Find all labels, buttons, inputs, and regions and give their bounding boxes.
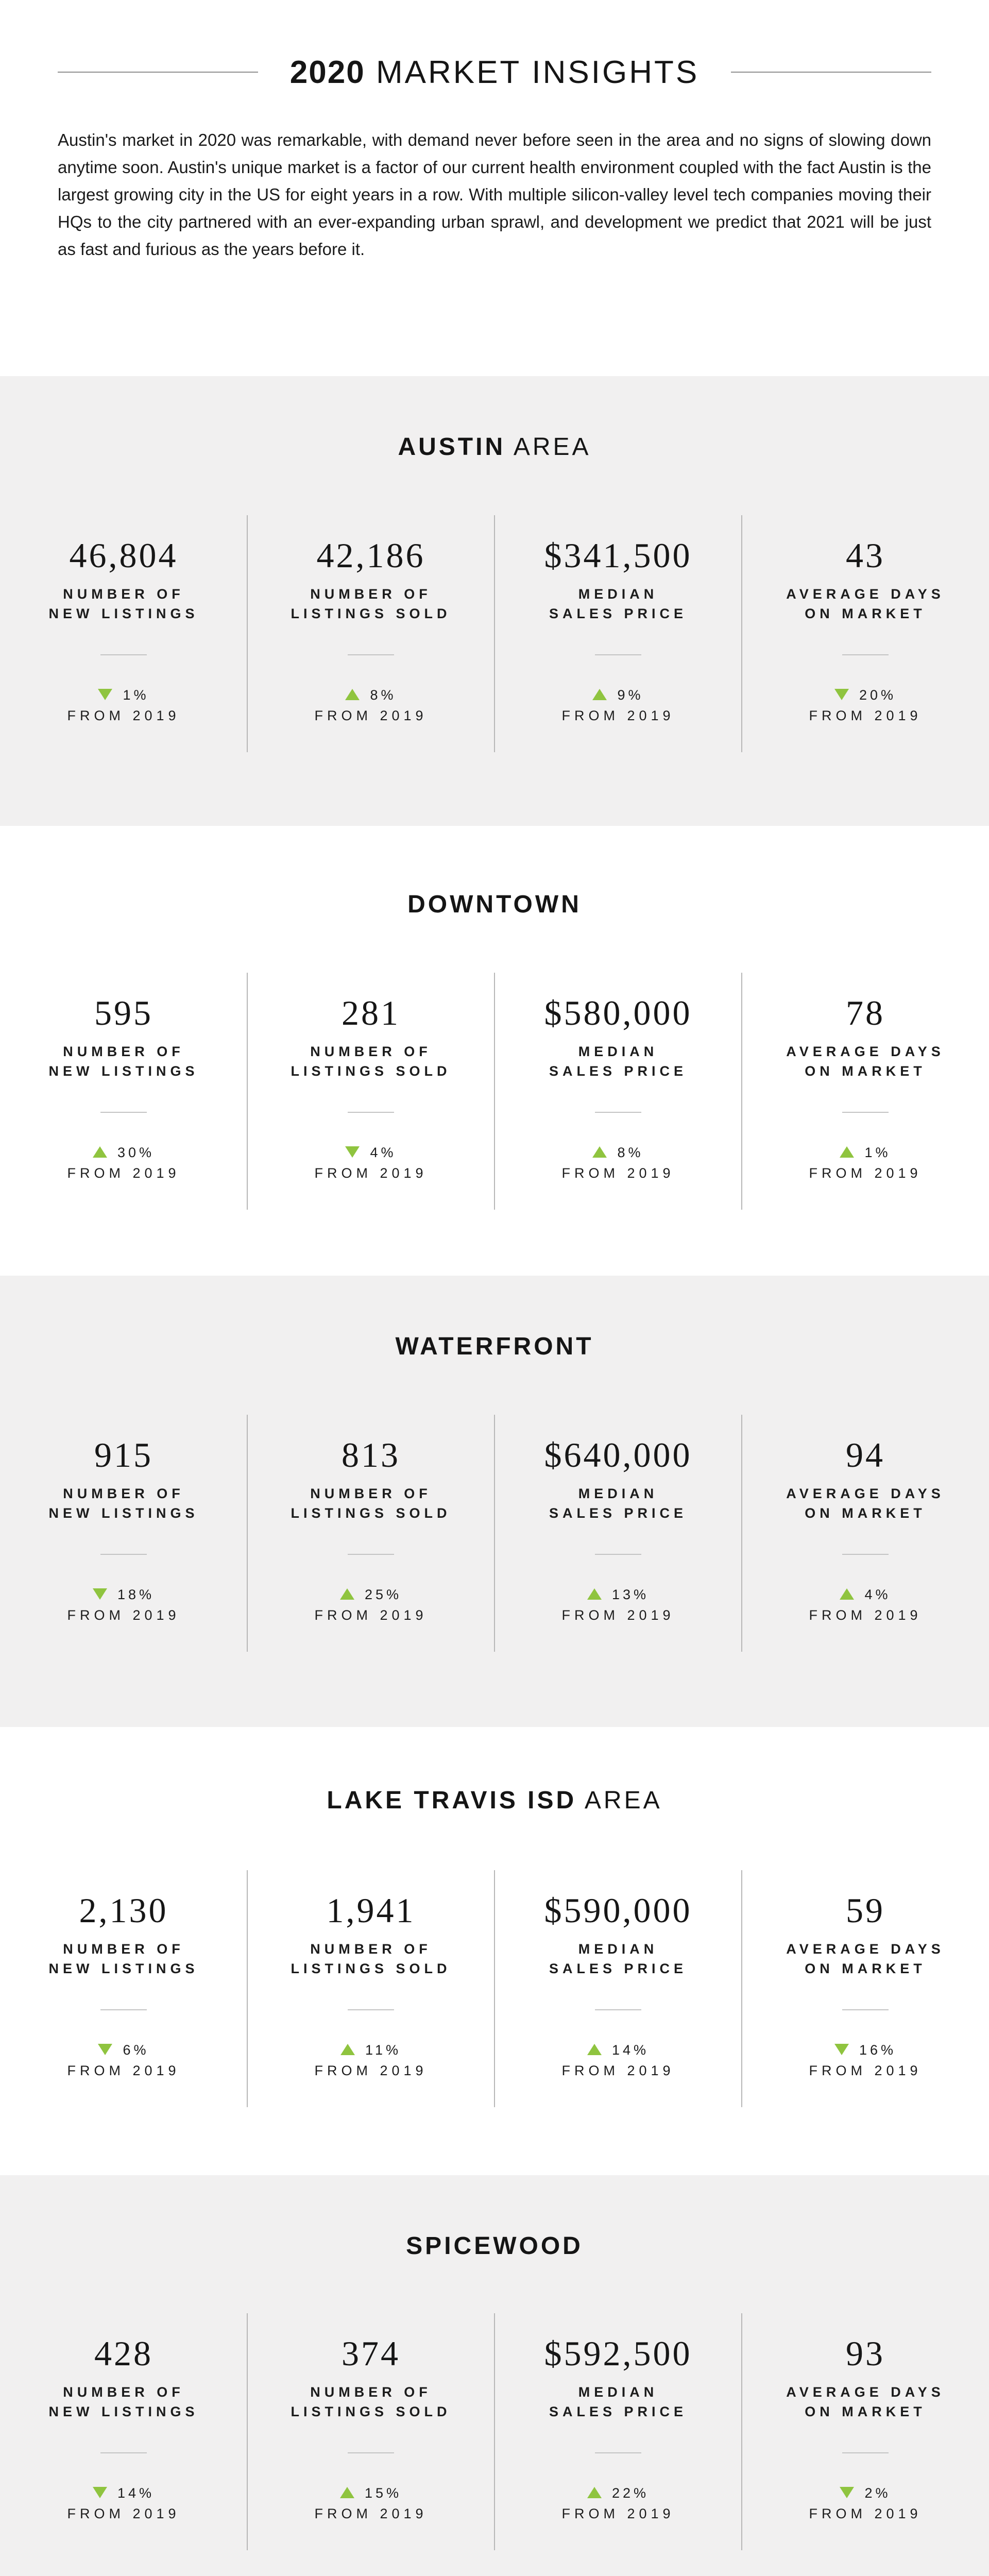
column-divider: [741, 2313, 742, 2550]
stat-change: [494, 1585, 742, 1604]
triangle-down-icon: [345, 1146, 360, 1158]
stat-comparison-label: FROM 2019: [67, 1165, 180, 1181]
stat-value: 43: [846, 536, 885, 575]
stat-label-line2: LISTINGS SOLD: [291, 2404, 451, 2419]
stat-change-percent: 6%: [123, 2042, 149, 2058]
section-waterfront: [0, 1276, 989, 1727]
stat-change: [742, 2040, 989, 2060]
stats-row: [0, 2313, 989, 2550]
stat-divider-rule: [595, 2009, 641, 2010]
stat-divider-rule: [100, 1112, 147, 1113]
section-title: [0, 2232, 989, 2260]
stat-label: [494, 1939, 742, 1978]
stat-value: 915: [94, 1435, 153, 1475]
stat-change-percent: 1%: [864, 1145, 891, 1160]
stat-value: 93: [846, 2334, 885, 2373]
stat-divider-rule: [348, 2009, 394, 2010]
stat-change: [494, 685, 742, 705]
stat-card: [0, 1870, 247, 2107]
stat-divider-rule: [842, 654, 889, 655]
stat-comparison-label: FROM 2019: [561, 708, 675, 723]
stat-change-percent: 16%: [859, 2042, 897, 2058]
column-divider: [247, 1415, 248, 1652]
stat-card: [494, 2313, 742, 2550]
stat-card: [247, 1415, 494, 1652]
stat-card: [742, 515, 989, 752]
stat-card: [247, 973, 494, 1210]
stat-change: [0, 2483, 247, 2503]
stat-label-line2: LISTINGS SOLD: [291, 1961, 451, 1976]
stat-label-line1: MEDIAN: [578, 2384, 658, 2400]
stat-divider-rule: [595, 654, 641, 655]
page-title-text: MARKET INSIGHTS: [365, 54, 700, 90]
stat-change-percent: 2%: [864, 2485, 891, 2501]
stat-card: [494, 973, 742, 1210]
stat-card: [742, 1415, 989, 1652]
stat-change-percent: 30%: [117, 1145, 155, 1160]
stat-change-percent: 9%: [617, 687, 644, 703]
stat-change-percent: 8%: [617, 1145, 644, 1160]
stat-comparison-label: FROM 2019: [314, 2506, 428, 2521]
stat-value: 374: [342, 2334, 400, 2373]
stat-label: [0, 1042, 247, 1081]
stat-comparison-label: FROM 2019: [809, 2506, 922, 2521]
stat-card: [0, 515, 247, 752]
stat-label: [742, 1484, 989, 1523]
stat-change-percent: 25%: [364, 1587, 402, 1602]
stat-change-percent: 15%: [364, 2485, 402, 2501]
triangle-up-icon: [340, 2044, 355, 2055]
stat-change: [0, 2040, 247, 2060]
stat-value: 281: [342, 993, 400, 1032]
stat-comparison-label: FROM 2019: [314, 708, 428, 723]
stat-value: $580,000: [544, 993, 692, 1032]
stat-comparison-label: FROM 2019: [67, 2063, 180, 2078]
stat-label-line2: SALES PRICE: [549, 1505, 688, 1521]
stat-label-line2: NEW LISTINGS: [48, 1961, 199, 1976]
stat-value: 42,186: [316, 536, 425, 575]
stat-change: [742, 1585, 989, 1604]
stat-change-percent: 4%: [370, 1145, 397, 1160]
stat-change-percent: 13%: [611, 1587, 650, 1602]
section-title: [0, 1332, 989, 1361]
stat-label-line1: NUMBER OF: [63, 1486, 184, 1501]
title-right-rule: [731, 72, 931, 73]
stat-comparison-label: FROM 2019: [561, 2063, 675, 2078]
triangle-down-icon: [840, 2487, 854, 2498]
stat-value: 1,941: [326, 1891, 416, 1930]
stats-row: [0, 973, 989, 1210]
stat-change-percent: 4%: [864, 1587, 891, 1602]
stat-label-line1: AVERAGE DAYS: [786, 1941, 945, 1957]
column-divider: [247, 1870, 248, 2107]
stat-card: [0, 973, 247, 1210]
stat-label: [247, 2382, 494, 2421]
stat-card: [247, 515, 494, 752]
stat-divider-rule: [842, 2009, 889, 2010]
stat-change-percent: 22%: [611, 2485, 650, 2501]
column-divider: [247, 973, 248, 1210]
column-divider: [741, 515, 742, 752]
stat-card: [494, 515, 742, 752]
stat-comparison-label: FROM 2019: [67, 708, 180, 723]
stat-label: [494, 1042, 742, 1081]
section-title-bold: SPICEWOOD: [406, 2232, 583, 2260]
stat-label: [0, 584, 247, 623]
stat-label: [494, 2382, 742, 2421]
stats-row: [0, 1415, 989, 1652]
stat-label-line2: NEW LISTINGS: [48, 606, 199, 621]
stat-label-line2: LISTINGS SOLD: [291, 606, 451, 621]
stat-card: [742, 2313, 989, 2550]
stat-label: [0, 1939, 247, 1978]
stat-change: [494, 2040, 742, 2060]
section-spicewood: [0, 2175, 989, 2576]
stat-change: [0, 685, 247, 705]
stat-comparison-label: FROM 2019: [809, 2063, 922, 2078]
stat-label-line1: NUMBER OF: [63, 2384, 184, 2400]
stat-divider-rule: [348, 1554, 394, 1555]
stat-comparison-label: FROM 2019: [314, 1607, 428, 1623]
stat-change: [247, 2483, 494, 2503]
intro-paragraph: Austin's market in 2020 was remarkable, with demand never before seen in the area and no signs of slowing down anytime soon. Austin's unique market is a factor of our current health environment coupled with the fact Austin is the largest growing city in the US for eight years in a row. With multiple silicon-valley level tech companies moving their HQs to the city partnered with an ever-expanding urban sprawl, and development we predict that 2021 will be just as fast and furious as the years before it.: [58, 130, 931, 259]
triangle-up-icon: [345, 689, 360, 700]
stat-card: [494, 1870, 742, 2107]
stat-divider-rule: [100, 654, 147, 655]
stat-change: [742, 1143, 989, 1162]
stat-value: 428: [94, 2334, 153, 2373]
stat-change: [247, 1143, 494, 1162]
stat-change-percent: 8%: [370, 687, 397, 703]
triangle-down-icon: [93, 2487, 107, 2498]
market-insights-header: [0, 0, 989, 376]
triangle-up-icon: [592, 1146, 607, 1158]
stat-divider-rule: [595, 2452, 641, 2453]
stat-change-percent: 11%: [365, 2042, 402, 2058]
stat-change: [494, 2483, 742, 2503]
triangle-down-icon: [834, 689, 849, 700]
stat-label-line2: ON MARKET: [805, 1505, 926, 1521]
section-title-rest: AREA: [576, 1787, 662, 1814]
stat-value: 813: [342, 1435, 400, 1475]
stat-change: [247, 685, 494, 705]
stat-label-line1: MEDIAN: [578, 1941, 658, 1957]
stat-label-line1: AVERAGE DAYS: [786, 2384, 945, 2400]
section-title-rest: AREA: [505, 433, 591, 461]
stat-label-line1: NUMBER OF: [310, 586, 432, 602]
stat-value: 46,804: [69, 536, 178, 575]
stat-value: $640,000: [544, 1435, 692, 1475]
stat-comparison-label: FROM 2019: [809, 1165, 922, 1181]
stat-label: [494, 1484, 742, 1523]
stat-comparison-label: FROM 2019: [561, 1165, 675, 1181]
stat-label: [0, 2382, 247, 2421]
stat-label-line2: NEW LISTINGS: [48, 1505, 199, 1521]
stat-change: [494, 1143, 742, 1162]
stat-label: [247, 1939, 494, 1978]
stat-label: [742, 584, 989, 623]
triangle-up-icon: [592, 689, 607, 700]
column-divider: [494, 1870, 495, 2107]
stat-divider-rule: [842, 2452, 889, 2453]
stat-comparison-label: FROM 2019: [67, 2506, 180, 2521]
stat-value: 2,130: [79, 1891, 168, 1930]
triangle-down-icon: [834, 2044, 849, 2055]
stat-value: 595: [94, 993, 153, 1032]
stat-change: [247, 1585, 494, 1604]
stat-comparison-label: FROM 2019: [67, 1607, 180, 1623]
title-left-rule: [58, 72, 258, 73]
section-title: [0, 1786, 989, 1815]
stat-change-percent: 1%: [123, 687, 149, 703]
stat-label-line1: NUMBER OF: [310, 1044, 432, 1059]
stat-label-line1: MEDIAN: [578, 586, 658, 602]
stat-value: $341,500: [544, 536, 692, 575]
stat-divider-rule: [348, 2452, 394, 2453]
column-divider: [247, 2313, 248, 2550]
stat-label-line2: SALES PRICE: [549, 1063, 688, 1079]
stat-value: $592,500: [544, 2334, 692, 2373]
stat-label-line1: AVERAGE DAYS: [786, 1044, 945, 1059]
stat-comparison-label: FROM 2019: [314, 2063, 428, 2078]
stats-row: [0, 1870, 989, 2107]
section-title: [0, 433, 989, 461]
stat-value: 59: [846, 1891, 885, 1930]
stat-label-line2: LISTINGS SOLD: [291, 1505, 451, 1521]
stat-label: [742, 2382, 989, 2421]
stat-card: [742, 1870, 989, 2107]
column-divider: [247, 515, 248, 752]
stat-label-line2: LISTINGS SOLD: [291, 1063, 451, 1079]
stat-label: [494, 584, 742, 623]
stat-label-line2: ON MARKET: [805, 1063, 926, 1079]
stat-label: [247, 1042, 494, 1081]
stat-card: [247, 1870, 494, 2107]
stat-label-line1: NUMBER OF: [310, 1941, 432, 1957]
stat-label-line1: MEDIAN: [578, 1486, 658, 1501]
stat-change: [0, 1143, 247, 1162]
triangle-up-icon: [840, 1588, 854, 1600]
column-divider: [494, 1415, 495, 1652]
section-austin-area: [0, 376, 989, 826]
stat-value: 94: [846, 1435, 885, 1475]
stat-comparison-label: FROM 2019: [809, 1607, 922, 1623]
stat-change-percent: 14%: [611, 2042, 650, 2058]
stat-change: [742, 685, 989, 705]
stat-label-line1: MEDIAN: [578, 1044, 658, 1059]
stat-change-percent: 18%: [117, 1587, 155, 1602]
triangle-up-icon: [587, 2044, 602, 2055]
stat-label-line2: NEW LISTINGS: [48, 1063, 199, 1079]
page-title-year: 2020: [289, 54, 365, 90]
stat-label-line1: NUMBER OF: [63, 1044, 184, 1059]
column-divider: [494, 515, 495, 752]
triangle-down-icon: [98, 689, 112, 700]
triangle-up-icon: [587, 1588, 602, 1600]
column-divider: [741, 1870, 742, 2107]
stat-label-line1: NUMBER OF: [63, 586, 184, 602]
stat-divider-rule: [842, 1112, 889, 1113]
stat-value: $590,000: [544, 1891, 692, 1930]
stat-divider-rule: [100, 2452, 147, 2453]
stat-card: [742, 973, 989, 1210]
stat-divider-rule: [100, 1554, 147, 1555]
triangle-down-icon: [93, 1588, 107, 1600]
stat-divider-rule: [595, 1554, 641, 1555]
stat-label: [742, 1939, 989, 1978]
section-title-bold: AUSTIN: [398, 433, 506, 461]
section-lake-travis-isd-area: [0, 1727, 989, 2175]
stat-change-percent: 20%: [859, 687, 897, 703]
stat-label-line2: SALES PRICE: [549, 606, 688, 621]
stat-value: 78: [846, 993, 885, 1032]
stat-card: [0, 2313, 247, 2550]
column-divider: [741, 1415, 742, 1652]
stat-card: [247, 2313, 494, 2550]
stat-label-line2: NEW LISTINGS: [48, 2404, 199, 2419]
stat-card: [0, 1415, 247, 1652]
section-title-bold: WATERFRONT: [395, 1333, 594, 1360]
stats-row: [0, 515, 989, 752]
stat-change: [0, 1585, 247, 1604]
stat-label: [247, 1484, 494, 1523]
stat-comparison-label: FROM 2019: [561, 2506, 675, 2521]
triangle-up-icon: [340, 1588, 354, 1600]
stat-label-line2: ON MARKET: [805, 606, 926, 621]
stat-change-percent: 14%: [117, 2485, 155, 2501]
stat-comparison-label: FROM 2019: [314, 1165, 428, 1181]
stat-label-line2: SALES PRICE: [549, 1961, 688, 1976]
stat-divider-rule: [100, 2009, 147, 2010]
stat-label-line1: NUMBER OF: [310, 1486, 432, 1501]
stat-divider-rule: [842, 1554, 889, 1555]
stat-comparison-label: FROM 2019: [809, 708, 922, 723]
section-title: [0, 890, 989, 919]
page-title-row: [58, 52, 931, 93]
stat-change: [742, 2483, 989, 2503]
stat-label-line2: ON MARKET: [805, 1961, 926, 1976]
stat-label-line1: AVERAGE DAYS: [786, 586, 945, 602]
stat-change: [247, 2040, 494, 2060]
stat-label: [0, 1484, 247, 1523]
column-divider: [494, 2313, 495, 2550]
stat-comparison-label: FROM 2019: [561, 1607, 675, 1623]
stat-divider-rule: [348, 654, 394, 655]
stat-label-line2: ON MARKET: [805, 2404, 926, 2419]
page-title: [258, 54, 731, 91]
stat-label-line2: SALES PRICE: [549, 2404, 688, 2419]
stat-divider-rule: [348, 1112, 394, 1113]
column-divider: [741, 973, 742, 1210]
section-downtown: [0, 826, 989, 1276]
stat-divider-rule: [595, 1112, 641, 1113]
triangle-up-icon: [587, 2487, 602, 2498]
section-title-bold: LAKE TRAVIS ISD: [327, 1787, 577, 1814]
stat-label-line1: NUMBER OF: [310, 2384, 432, 2400]
stat-label: [742, 1042, 989, 1081]
section-title-bold: DOWNTOWN: [407, 891, 582, 918]
stat-label-line1: AVERAGE DAYS: [786, 1486, 945, 1501]
column-divider: [494, 973, 495, 1210]
triangle-up-icon: [93, 1146, 107, 1158]
stat-card: [494, 1415, 742, 1652]
triangle-up-icon: [340, 2487, 354, 2498]
stat-label-line1: NUMBER OF: [63, 1941, 184, 1957]
triangle-up-icon: [840, 1146, 854, 1158]
triangle-down-icon: [98, 2044, 112, 2055]
stat-label: [247, 584, 494, 623]
